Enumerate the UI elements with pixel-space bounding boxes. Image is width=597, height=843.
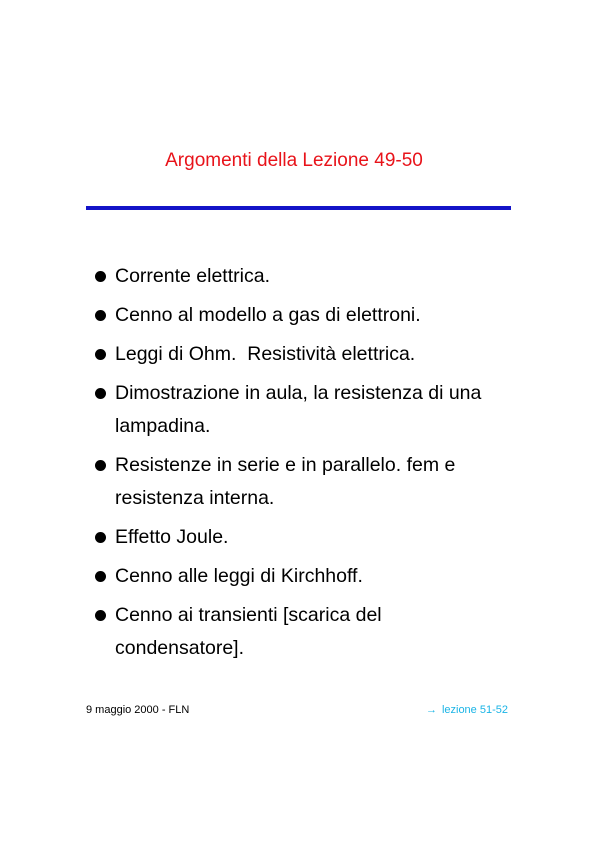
list-item-text: Cenno alle leggi di Kirchhoff.: [115, 565, 363, 587]
list-item: [94, 599, 514, 665]
next-lesson-link[interactable]: [426, 703, 508, 717]
list-item-text: Corrente elettrica.: [115, 265, 270, 287]
list-item-text: Effetto Joule.: [115, 526, 229, 548]
list-item-text: Leggi di Ohm. Resistività elettrica.: [115, 343, 416, 365]
slide-title: Argomenti della Lezione 49-50: [165, 150, 423, 171]
footer-date: 9 maggio 2000 - FLN: [86, 704, 190, 716]
next-lesson-label: lezione 51-52: [441, 704, 508, 716]
bullet-icon: [95, 271, 106, 282]
list-item-text: Dimostrazione in aula, la resistenza di una lampadina.: [115, 382, 482, 437]
bullet-icon: [95, 610, 106, 621]
topics-list: [94, 260, 514, 671]
title-divider: [86, 206, 511, 210]
list-item-text: Cenno al modello a gas di elettroni.: [115, 304, 421, 326]
list-item-text: Resistenze in serie e in parallelo. fem e resistenza interna.: [115, 454, 456, 509]
list-item: [94, 521, 514, 554]
bullet-icon: [95, 349, 106, 360]
bullet-icon: [95, 388, 106, 399]
list-item-text: Cenno ai transienti [scarica del condensatore].: [115, 604, 382, 659]
bullet-icon: [95, 532, 106, 543]
list-item: [94, 299, 514, 332]
bullet-icon: [95, 310, 106, 321]
list-item: [94, 449, 514, 515]
bullet-icon: [95, 460, 106, 471]
list-item: [94, 338, 514, 371]
list-item: [94, 377, 514, 443]
list-item: [94, 260, 514, 293]
bullet-icon: [95, 571, 106, 582]
arrow-right-icon: →: [425, 704, 437, 716]
list-item: [94, 560, 514, 593]
